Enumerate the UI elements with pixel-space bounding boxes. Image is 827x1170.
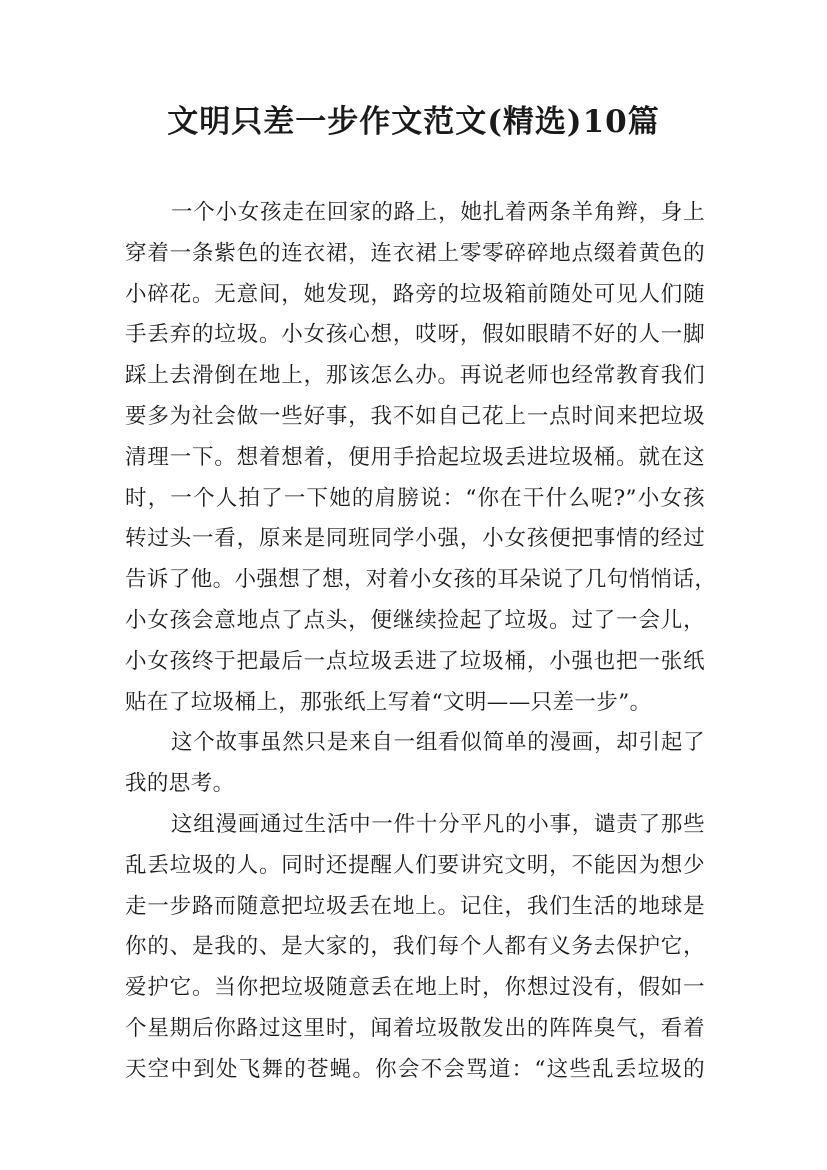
text-line: 踩上去滑倒在地上，那该怎么办。再说老师也经常教育我们: [125, 363, 705, 389]
text-line: 走一步路而随意把垃圾丢在地上。记住，我们生活的地球是: [125, 893, 705, 919]
text-line: 这个故事虽然只是来自一组看似简单的漫画，却引起了: [171, 730, 705, 756]
text-line: 穿着一条紫色的连衣裙，连衣裙上零零碎碎地点缀着黄色的: [125, 240, 705, 266]
document-title: 文明只差一步作文范文(精选)10篇: [167, 104, 660, 140]
text-line: 告诉了他。小强想了想，对着小女孩的耳朵说了几句悄悄话，: [125, 567, 717, 593]
text-line: 个星期后你路过这里时，闻着垃圾散发出的阵阵臭气，看着: [125, 1015, 705, 1041]
text-line: 小女孩会意地点了点头，便继续捡起了垃圾。过了一会儿，: [125, 607, 705, 633]
text-line: 我的思考。: [125, 771, 235, 797]
text-line: 贴在了垃圾桶上，那张纸上写着“文明——只差一步”。: [125, 689, 652, 715]
document-body: [125, 193, 717, 1091]
text-line: 时，一个人拍了一下她的肩膀说：“你在干什么呢?”小女孩: [125, 485, 705, 511]
text-line: 这组漫画通过生活中一件十分平凡的小事，谴责了那些: [171, 811, 705, 837]
text-line: 天空中到处飞舞的苍蝇。你会不会骂道：“这些乱丢垃圾的: [125, 1056, 705, 1082]
text-line: 小女孩终于把最后一点垃圾丢进了垃圾桶，小强也把一张纸: [125, 648, 705, 674]
text-line: 清理一下。想着想着，便用手拾起垃圾丢进垃圾桶。就在这: [125, 444, 705, 470]
text-line: 手丢弃的垃圾。小女孩心想，哎呀，假如眼睛不好的人一脚: [125, 322, 705, 348]
text-line: 转过头一看，原来是同班同学小强，小女孩便把事情的经过: [125, 526, 705, 552]
text-line: 乱丢垃圾的人。同时还提醒人们要讲究文明，不能因为想少: [125, 852, 705, 878]
text-line: 爱护它。当你把垃圾随意丢在地上时，你想过没有，假如一: [125, 975, 705, 1001]
text-line: 小碎花。无意间，她发现，路旁的垃圾箱前随处可见人们随: [125, 281, 705, 307]
text-line: 要多为社会做一些好事，我不如自己花上一点时间来把垃圾: [125, 403, 705, 429]
text-line: 你的、是我的、是大家的，我们每个人都有义务去保护它，: [125, 934, 705, 960]
text-line: 一个小女孩走在回家的路上，她扎着两条羊角辫，身上: [171, 200, 705, 225]
